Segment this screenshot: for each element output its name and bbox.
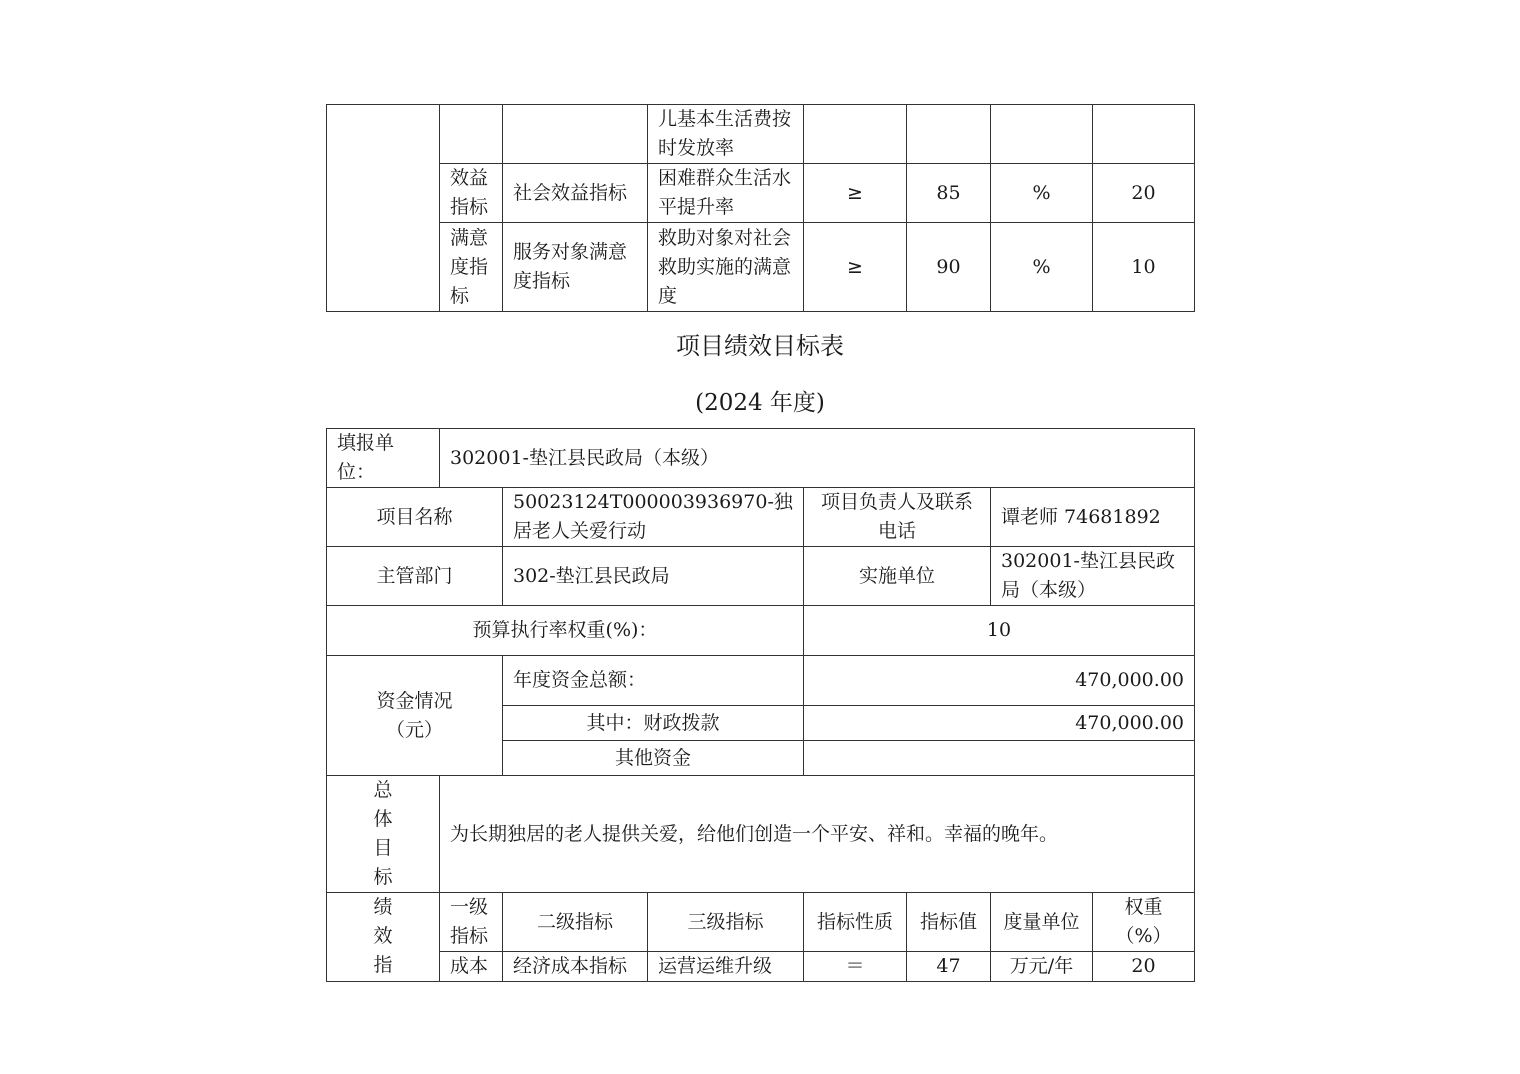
weight-cell: 10 — [1093, 223, 1195, 312]
perf-label — [327, 893, 440, 982]
level3-cell: 困难群众生活水平提升率 — [648, 164, 804, 223]
perf-label-text: 绩效指 — [373, 896, 393, 976]
table-row — [327, 223, 1195, 312]
fill-unit-value: 302001-垫江县民政局（本级） — [440, 429, 1195, 488]
header-value: 指标值 — [907, 893, 991, 952]
funds-other-label: 其他资金 — [503, 741, 804, 776]
empty-cell — [503, 105, 648, 164]
goal-label — [327, 776, 440, 893]
funds-total-value: 470,000.00 — [804, 656, 1195, 706]
empty-cell — [440, 105, 503, 164]
funds-other-value — [804, 741, 1195, 776]
level2-cell: 服务对象满意度指标 — [503, 223, 648, 312]
contact-label: 项目负责人及联系电话 — [804, 488, 991, 547]
page-subtitle: (2024 年度) — [695, 390, 825, 416]
funds-fiscal-label: 其中：财政拨款 — [503, 706, 804, 741]
funds-total-label: 年度资金总额： — [503, 656, 804, 706]
level2-cell: 社会效益指标 — [503, 164, 648, 223]
weight-cell: 20 — [1093, 952, 1195, 982]
header-unit: 度量单位 — [991, 893, 1093, 952]
value-cell: 90 — [907, 223, 991, 312]
empty-cell — [991, 105, 1093, 164]
table-row — [327, 893, 1195, 952]
level3-cell: 救助对象对社会救助实施的满意度 — [648, 223, 804, 312]
fill-unit-label: 填报单位： — [327, 429, 440, 488]
header-weight: 权重（%） — [1093, 893, 1195, 952]
funds-fiscal-value: 470,000.00 — [804, 706, 1195, 741]
impl-value: 302001-垫江县民政局（本级） — [991, 547, 1195, 606]
page-title: 项目绩效目标表 — [676, 332, 844, 360]
table-row — [327, 656, 1195, 706]
performance-goal-table — [326, 428, 1195, 982]
level2-cell: 经济成本指标 — [503, 952, 648, 982]
goal-value: 为长期独居的老人提供关爱，给他们创造一个平安、祥和。幸福的晚年。 — [440, 776, 1195, 893]
empty-cell — [327, 105, 440, 312]
contact-value: 谭老师 74681892 — [991, 488, 1195, 547]
table-row — [327, 429, 1195, 488]
level1-cell: 成本 — [440, 952, 503, 982]
level3-cell: 儿基本生活费按时发放率 — [648, 105, 804, 164]
dept-label: 主管部门 — [327, 547, 503, 606]
empty-cell — [1093, 105, 1195, 164]
unit-cell: 万元/年 — [991, 952, 1093, 982]
nature-cell: ≥ — [804, 164, 907, 223]
weight-cell: 20 — [1093, 164, 1195, 223]
goal-label-text: 总体目标 — [373, 779, 393, 888]
header-nature: 指标性质 — [804, 893, 907, 952]
unit-cell: % — [991, 164, 1093, 223]
nature-cell: ≥ — [804, 223, 907, 312]
unit-cell: % — [991, 223, 1093, 312]
table-row — [327, 105, 1195, 164]
nature-cell: ＝ — [804, 952, 907, 982]
budget-rate-value: 10 — [804, 606, 1195, 656]
empty-cell — [804, 105, 907, 164]
level1-cell: 效益指标 — [440, 164, 503, 223]
value-cell: 47 — [907, 952, 991, 982]
level1-cell: 满意度指标 — [440, 223, 503, 312]
budget-rate-label: 预算执行率权重(%)： — [327, 606, 804, 656]
table-row — [327, 952, 1195, 982]
header-level1: 一级指标 — [440, 893, 503, 952]
header-level3: 三级指标 — [648, 893, 804, 952]
table-row — [327, 606, 1195, 656]
table-row — [327, 164, 1195, 223]
dept-value: 302-垫江县民政局 — [503, 547, 804, 606]
table-row — [327, 776, 1195, 893]
top-indicator-table — [326, 104, 1195, 312]
header-level2: 二级指标 — [503, 893, 648, 952]
value-cell: 85 — [907, 164, 991, 223]
empty-cell — [907, 105, 991, 164]
impl-label: 实施单位 — [804, 547, 991, 606]
project-name-label: 项目名称 — [327, 488, 503, 547]
table-row — [327, 488, 1195, 547]
project-name-value: 50023124T000003936970-独居老人关爱行动 — [503, 488, 804, 547]
table-row — [327, 547, 1195, 606]
funds-label-text: 资金情况（元） — [376, 689, 453, 741]
level3-cell: 运营运维升级 — [648, 952, 804, 982]
funds-label — [327, 656, 503, 776]
